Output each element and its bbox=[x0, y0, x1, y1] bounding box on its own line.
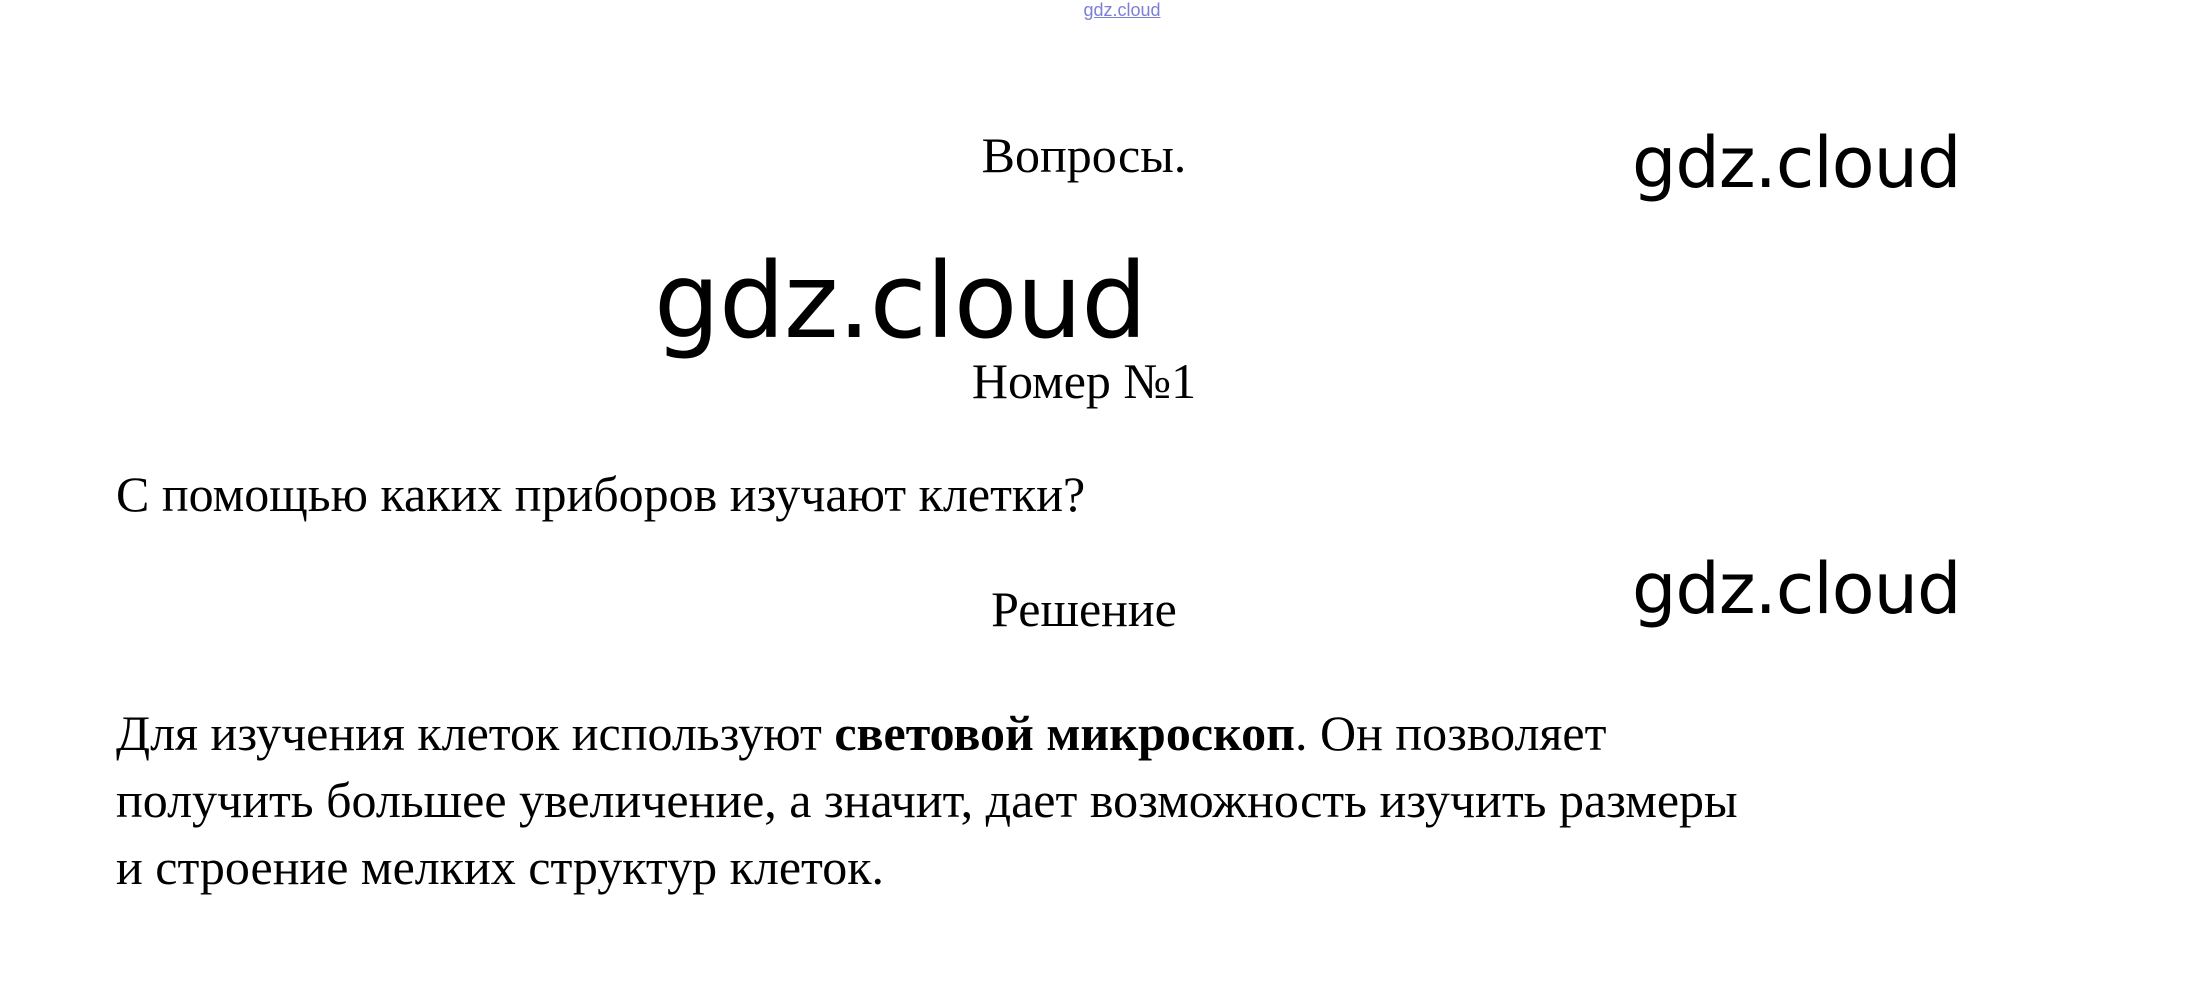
answer-line-1-end: . Он позволяет bbox=[1295, 705, 1607, 761]
question-text: С помощью каких приборов изучают клетки? bbox=[116, 466, 1086, 522]
answer-line-2: получить большее увеличение, а значит, дает возможность изучить размеры bbox=[116, 772, 1738, 828]
answer-bold-term: световой микроскоп bbox=[834, 705, 1295, 761]
answer-line-3: и строение мелких структур клеток. bbox=[116, 839, 884, 895]
answer-text bbox=[116, 700, 2076, 901]
solution-title: Решение bbox=[991, 581, 1177, 637]
watermark-gdz-cloud: gdz.cloud bbox=[1632, 548, 1961, 630]
top-watermark-link[interactable]: gdz.cloud bbox=[1083, 0, 1161, 20]
watermark-gdz-cloud: gdz.cloud bbox=[1632, 122, 1961, 204]
section-title: Вопросы. bbox=[981, 127, 1187, 183]
problem-number-title: Номер №1 bbox=[971, 353, 1197, 409]
answer-line-1 bbox=[116, 700, 2076, 767]
watermark-gdz-cloud: gdz.cloud bbox=[654, 240, 1147, 362]
answer-line-1-start: Для изучения клеток используют bbox=[116, 705, 835, 761]
